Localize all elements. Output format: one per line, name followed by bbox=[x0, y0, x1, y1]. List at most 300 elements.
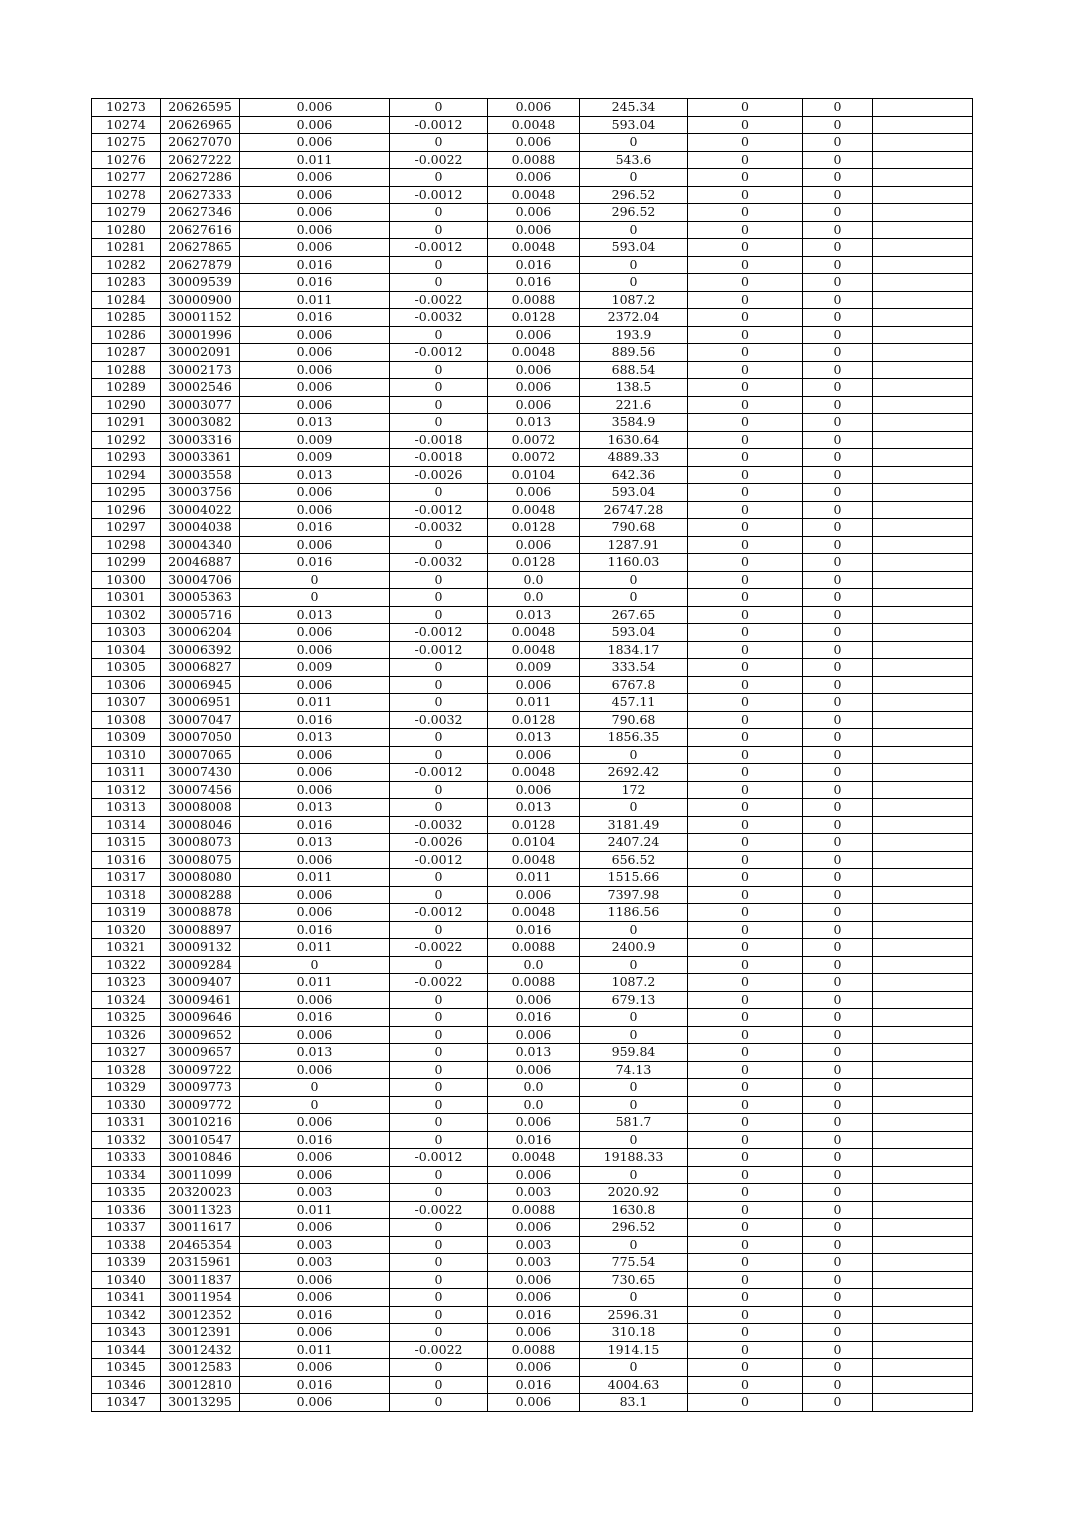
adjustment-cell: -0.0012 bbox=[390, 344, 488, 362]
zero-cell-b: 0 bbox=[803, 519, 873, 537]
adjustment-cell: 0 bbox=[390, 1131, 488, 1149]
zero-cell-b: 0 bbox=[803, 1096, 873, 1114]
row-number-cell: 10325 bbox=[92, 1009, 161, 1027]
table-row bbox=[92, 851, 973, 869]
net-rate-cell: 0.013 bbox=[488, 799, 580, 817]
net-rate-cell: 0.0088 bbox=[488, 151, 580, 169]
code-cell: 30008897 bbox=[161, 921, 240, 939]
code-cell: 30006951 bbox=[161, 694, 240, 712]
empty-cell bbox=[873, 1376, 973, 1394]
adjustment-cell: 0 bbox=[390, 799, 488, 817]
zero-cell-b: 0 bbox=[803, 1149, 873, 1167]
empty-cell bbox=[873, 151, 973, 169]
row-number-cell: 10280 bbox=[92, 221, 161, 239]
code-cell: 30003077 bbox=[161, 396, 240, 414]
empty-cell bbox=[873, 1184, 973, 1202]
net-rate-cell: 0.006 bbox=[488, 396, 580, 414]
empty-cell bbox=[873, 204, 973, 222]
zero-cell-a: 0 bbox=[688, 764, 803, 782]
zero-cell-b: 0 bbox=[803, 1026, 873, 1044]
table-row bbox=[92, 886, 973, 904]
row-number-cell: 10291 bbox=[92, 414, 161, 432]
zero-cell-b: 0 bbox=[803, 99, 873, 117]
zero-cell-a: 0 bbox=[688, 554, 803, 572]
net-rate-cell: 0.006 bbox=[488, 781, 580, 799]
amount-cell: 1856.35 bbox=[580, 729, 688, 747]
adjustment-cell: -0.0018 bbox=[390, 449, 488, 467]
adjustment-cell: 0 bbox=[390, 221, 488, 239]
row-number-cell: 10301 bbox=[92, 589, 161, 607]
table-row bbox=[92, 1394, 973, 1412]
code-cell: 20046887 bbox=[161, 554, 240, 572]
zero-cell-b: 0 bbox=[803, 309, 873, 327]
empty-cell bbox=[873, 816, 973, 834]
empty-cell bbox=[873, 746, 973, 764]
code-cell: 30007430 bbox=[161, 764, 240, 782]
amount-cell: 1287.91 bbox=[580, 536, 688, 554]
zero-cell-a: 0 bbox=[688, 204, 803, 222]
net-rate-cell: 0.016 bbox=[488, 921, 580, 939]
code-cell: 30001996 bbox=[161, 326, 240, 344]
row-number-cell: 10307 bbox=[92, 694, 161, 712]
amount-cell: 1914.15 bbox=[580, 1341, 688, 1359]
rate-cell: 0.006 bbox=[240, 1114, 390, 1132]
table-row bbox=[92, 1009, 973, 1027]
zero-cell-a: 0 bbox=[688, 1044, 803, 1062]
zero-cell-a: 0 bbox=[688, 921, 803, 939]
code-cell: 30007050 bbox=[161, 729, 240, 747]
table-row bbox=[92, 1289, 973, 1307]
amount-cell: 296.52 bbox=[580, 1219, 688, 1237]
amount-cell: 1834.17 bbox=[580, 641, 688, 659]
zero-cell-a: 0 bbox=[688, 659, 803, 677]
empty-cell bbox=[873, 1009, 973, 1027]
empty-cell bbox=[873, 414, 973, 432]
zero-cell-a: 0 bbox=[688, 1184, 803, 1202]
zero-cell-b: 0 bbox=[803, 186, 873, 204]
code-cell: 30010547 bbox=[161, 1131, 240, 1149]
zero-cell-b: 0 bbox=[803, 1376, 873, 1394]
rate-cell: 0.013 bbox=[240, 799, 390, 817]
net-rate-cell: 0.006 bbox=[488, 1026, 580, 1044]
zero-cell-b: 0 bbox=[803, 606, 873, 624]
table-row bbox=[92, 1149, 973, 1167]
table-row bbox=[92, 659, 973, 677]
amount-cell: 656.52 bbox=[580, 851, 688, 869]
empty-cell bbox=[873, 1166, 973, 1184]
zero-cell-a: 0 bbox=[688, 1324, 803, 1342]
code-cell: 30009722 bbox=[161, 1061, 240, 1079]
adjustment-cell: -0.0022 bbox=[390, 939, 488, 957]
row-number-cell: 10341 bbox=[92, 1289, 161, 1307]
amount-cell: 26747.28 bbox=[580, 501, 688, 519]
rate-cell: 0.013 bbox=[240, 466, 390, 484]
row-number-cell: 10324 bbox=[92, 991, 161, 1009]
row-number-cell: 10300 bbox=[92, 571, 161, 589]
zero-cell-a: 0 bbox=[688, 99, 803, 117]
empty-cell bbox=[873, 1219, 973, 1237]
row-number-cell: 10276 bbox=[92, 151, 161, 169]
row-number-cell: 10333 bbox=[92, 1149, 161, 1167]
code-cell: 30008288 bbox=[161, 886, 240, 904]
rate-cell: 0.011 bbox=[240, 939, 390, 957]
adjustment-cell: 0 bbox=[390, 676, 488, 694]
zero-cell-a: 0 bbox=[688, 799, 803, 817]
zero-cell-b: 0 bbox=[803, 869, 873, 887]
adjustment-cell: 0 bbox=[390, 1376, 488, 1394]
rate-cell: 0.006 bbox=[240, 991, 390, 1009]
row-number-cell: 10322 bbox=[92, 956, 161, 974]
row-number-cell: 10334 bbox=[92, 1166, 161, 1184]
zero-cell-a: 0 bbox=[688, 379, 803, 397]
amount-cell: 959.84 bbox=[580, 1044, 688, 1062]
table-row bbox=[92, 239, 973, 257]
table-row bbox=[92, 134, 973, 152]
zero-cell-a: 0 bbox=[688, 1026, 803, 1044]
amount-cell: 267.65 bbox=[580, 606, 688, 624]
amount-cell: 543.6 bbox=[580, 151, 688, 169]
amount-cell: 581.7 bbox=[580, 1114, 688, 1132]
zero-cell-b: 0 bbox=[803, 1341, 873, 1359]
amount-cell: 0 bbox=[580, 1079, 688, 1097]
row-number-cell: 10335 bbox=[92, 1184, 161, 1202]
code-cell: 30008075 bbox=[161, 851, 240, 869]
code-cell: 30010216 bbox=[161, 1114, 240, 1132]
rate-cell: 0.006 bbox=[240, 116, 390, 134]
adjustment-cell: 0 bbox=[390, 921, 488, 939]
rate-cell: 0.006 bbox=[240, 746, 390, 764]
zero-cell-b: 0 bbox=[803, 851, 873, 869]
code-cell: 30008008 bbox=[161, 799, 240, 817]
empty-cell bbox=[873, 99, 973, 117]
zero-cell-b: 0 bbox=[803, 554, 873, 572]
zero-cell-b: 0 bbox=[803, 414, 873, 432]
empty-cell bbox=[873, 571, 973, 589]
empty-cell bbox=[873, 186, 973, 204]
row-number-cell: 10281 bbox=[92, 239, 161, 257]
empty-cell bbox=[873, 1359, 973, 1377]
code-cell: 20465354 bbox=[161, 1236, 240, 1254]
rate-cell: 0.006 bbox=[240, 764, 390, 782]
zero-cell-a: 0 bbox=[688, 344, 803, 362]
empty-cell bbox=[873, 484, 973, 502]
empty-cell bbox=[873, 519, 973, 537]
rate-cell: 0.009 bbox=[240, 449, 390, 467]
rate-cell: 0 bbox=[240, 1096, 390, 1114]
rate-cell: 0.009 bbox=[240, 431, 390, 449]
net-rate-cell: 0.009 bbox=[488, 659, 580, 677]
amount-cell: 0 bbox=[580, 1289, 688, 1307]
code-cell: 30003082 bbox=[161, 414, 240, 432]
zero-cell-b: 0 bbox=[803, 939, 873, 957]
row-number-cell: 10331 bbox=[92, 1114, 161, 1132]
empty-cell bbox=[873, 309, 973, 327]
net-rate-cell: 0.0 bbox=[488, 589, 580, 607]
zero-cell-a: 0 bbox=[688, 904, 803, 922]
net-rate-cell: 0.0 bbox=[488, 1096, 580, 1114]
table-row bbox=[92, 291, 973, 309]
zero-cell-a: 0 bbox=[688, 256, 803, 274]
adjustment-cell: -0.0012 bbox=[390, 851, 488, 869]
adjustment-cell: 0 bbox=[390, 1096, 488, 1114]
table-row bbox=[92, 781, 973, 799]
table-row bbox=[92, 256, 973, 274]
zero-cell-b: 0 bbox=[803, 1114, 873, 1132]
net-rate-cell: 0.011 bbox=[488, 694, 580, 712]
adjustment-cell: 0 bbox=[390, 886, 488, 904]
amount-cell: 2020.92 bbox=[580, 1184, 688, 1202]
table-row bbox=[92, 1131, 973, 1149]
empty-cell bbox=[873, 1341, 973, 1359]
row-number-cell: 10311 bbox=[92, 764, 161, 782]
amount-cell: 593.04 bbox=[580, 624, 688, 642]
zero-cell-a: 0 bbox=[688, 151, 803, 169]
table-row bbox=[92, 99, 973, 117]
row-number-cell: 10294 bbox=[92, 466, 161, 484]
zero-cell-b: 0 bbox=[803, 711, 873, 729]
adjustment-cell: 0 bbox=[390, 869, 488, 887]
rate-cell: 0.006 bbox=[240, 326, 390, 344]
net-rate-cell: 0.006 bbox=[488, 361, 580, 379]
adjustment-cell: 0 bbox=[390, 1026, 488, 1044]
empty-cell bbox=[873, 291, 973, 309]
code-cell: 30009407 bbox=[161, 974, 240, 992]
code-cell: 30011837 bbox=[161, 1271, 240, 1289]
rate-cell: 0.013 bbox=[240, 729, 390, 747]
empty-cell bbox=[873, 974, 973, 992]
code-cell: 30002546 bbox=[161, 379, 240, 397]
empty-cell bbox=[873, 624, 973, 642]
amount-cell: 0 bbox=[580, 1236, 688, 1254]
zero-cell-b: 0 bbox=[803, 256, 873, 274]
empty-cell bbox=[873, 1289, 973, 1307]
code-cell: 30013295 bbox=[161, 1394, 240, 1412]
code-cell: 30001152 bbox=[161, 309, 240, 327]
adjustment-cell: 0 bbox=[390, 1324, 488, 1342]
zero-cell-b: 0 bbox=[803, 274, 873, 292]
amount-cell: 0 bbox=[580, 799, 688, 817]
row-number-cell: 10315 bbox=[92, 834, 161, 852]
code-cell: 30011323 bbox=[161, 1201, 240, 1219]
adjustment-cell: -0.0026 bbox=[390, 834, 488, 852]
rate-cell: 0.016 bbox=[240, 519, 390, 537]
zero-cell-b: 0 bbox=[803, 326, 873, 344]
adjustment-cell: -0.0012 bbox=[390, 1149, 488, 1167]
row-number-cell: 10308 bbox=[92, 711, 161, 729]
amount-cell: 245.34 bbox=[580, 99, 688, 117]
adjustment-cell: 0 bbox=[390, 536, 488, 554]
code-cell: 30008046 bbox=[161, 816, 240, 834]
adjustment-cell: 0 bbox=[390, 414, 488, 432]
net-rate-cell: 0.006 bbox=[488, 1061, 580, 1079]
zero-cell-a: 0 bbox=[688, 641, 803, 659]
amount-cell: 3181.49 bbox=[580, 816, 688, 834]
row-number-cell: 10288 bbox=[92, 361, 161, 379]
rate-cell: 0.011 bbox=[240, 291, 390, 309]
row-number-cell: 10328 bbox=[92, 1061, 161, 1079]
zero-cell-a: 0 bbox=[688, 1359, 803, 1377]
zero-cell-b: 0 bbox=[803, 676, 873, 694]
net-rate-cell: 0.006 bbox=[488, 1114, 580, 1132]
code-cell: 30004022 bbox=[161, 501, 240, 519]
rate-cell: 0.006 bbox=[240, 676, 390, 694]
adjustment-cell: 0 bbox=[390, 1061, 488, 1079]
zero-cell-b: 0 bbox=[803, 1271, 873, 1289]
empty-cell bbox=[873, 869, 973, 887]
zero-cell-b: 0 bbox=[803, 1201, 873, 1219]
rate-cell: 0 bbox=[240, 589, 390, 607]
adjustment-cell: -0.0012 bbox=[390, 641, 488, 659]
zero-cell-a: 0 bbox=[688, 186, 803, 204]
empty-cell bbox=[873, 239, 973, 257]
rate-cell: 0.006 bbox=[240, 134, 390, 152]
table-row bbox=[92, 921, 973, 939]
adjustment-cell: 0 bbox=[390, 134, 488, 152]
empty-cell bbox=[873, 1271, 973, 1289]
amount-cell: 6767.8 bbox=[580, 676, 688, 694]
rate-cell: 0.016 bbox=[240, 309, 390, 327]
zero-cell-b: 0 bbox=[803, 834, 873, 852]
net-rate-cell: 0.016 bbox=[488, 1009, 580, 1027]
code-cell: 30012352 bbox=[161, 1306, 240, 1324]
rate-cell: 0.006 bbox=[240, 1166, 390, 1184]
table-row bbox=[92, 746, 973, 764]
empty-cell bbox=[873, 344, 973, 362]
zero-cell-a: 0 bbox=[688, 746, 803, 764]
table-row bbox=[92, 151, 973, 169]
empty-cell bbox=[873, 729, 973, 747]
table-row bbox=[92, 309, 973, 327]
net-rate-cell: 0.0048 bbox=[488, 904, 580, 922]
row-number-cell: 10296 bbox=[92, 501, 161, 519]
zero-cell-b: 0 bbox=[803, 1131, 873, 1149]
zero-cell-b: 0 bbox=[803, 1184, 873, 1202]
amount-cell: 7397.98 bbox=[580, 886, 688, 904]
row-number-cell: 10284 bbox=[92, 291, 161, 309]
zero-cell-a: 0 bbox=[688, 484, 803, 502]
row-number-cell: 10316 bbox=[92, 851, 161, 869]
adjustment-cell: 0 bbox=[390, 274, 488, 292]
table-row bbox=[92, 1306, 973, 1324]
amount-cell: 333.54 bbox=[580, 659, 688, 677]
rate-cell: 0.016 bbox=[240, 711, 390, 729]
amount-cell: 0 bbox=[580, 1096, 688, 1114]
row-number-cell: 10289 bbox=[92, 379, 161, 397]
row-number-cell: 10282 bbox=[92, 256, 161, 274]
code-cell: 30007065 bbox=[161, 746, 240, 764]
net-rate-cell: 0.0104 bbox=[488, 466, 580, 484]
zero-cell-a: 0 bbox=[688, 1376, 803, 1394]
zero-cell-b: 0 bbox=[803, 1394, 873, 1412]
rate-cell: 0.006 bbox=[240, 1061, 390, 1079]
amount-cell: 457.11 bbox=[580, 694, 688, 712]
rate-cell: 0.016 bbox=[240, 921, 390, 939]
zero-cell-a: 0 bbox=[688, 1114, 803, 1132]
net-rate-cell: 0.006 bbox=[488, 676, 580, 694]
row-number-cell: 10273 bbox=[92, 99, 161, 117]
zero-cell-b: 0 bbox=[803, 729, 873, 747]
amount-cell: 83.1 bbox=[580, 1394, 688, 1412]
code-cell: 30004706 bbox=[161, 571, 240, 589]
rate-cell: 0.006 bbox=[240, 536, 390, 554]
code-cell: 30008080 bbox=[161, 869, 240, 887]
empty-cell bbox=[873, 781, 973, 799]
rate-cell: 0 bbox=[240, 956, 390, 974]
amount-cell: 679.13 bbox=[580, 991, 688, 1009]
code-cell: 30009539 bbox=[161, 274, 240, 292]
net-rate-cell: 0.0072 bbox=[488, 449, 580, 467]
code-cell: 30003361 bbox=[161, 449, 240, 467]
adjustment-cell: 0 bbox=[390, 1236, 488, 1254]
rate-cell: 0.009 bbox=[240, 659, 390, 677]
code-cell: 30003316 bbox=[161, 431, 240, 449]
adjustment-cell: 0 bbox=[390, 1166, 488, 1184]
zero-cell-a: 0 bbox=[688, 781, 803, 799]
empty-cell bbox=[873, 536, 973, 554]
amount-cell: 0 bbox=[580, 274, 688, 292]
rate-cell: 0.006 bbox=[240, 204, 390, 222]
adjustment-cell: 0 bbox=[390, 1306, 488, 1324]
net-rate-cell: 0.0048 bbox=[488, 344, 580, 362]
adjustment-cell: 0 bbox=[390, 956, 488, 974]
adjustment-cell: 0 bbox=[390, 571, 488, 589]
amount-cell: 0 bbox=[580, 956, 688, 974]
code-cell: 30006392 bbox=[161, 641, 240, 659]
amount-cell: 730.65 bbox=[580, 1271, 688, 1289]
table-row bbox=[92, 939, 973, 957]
adjustment-cell: 0 bbox=[390, 1289, 488, 1307]
amount-cell: 1186.56 bbox=[580, 904, 688, 922]
table-row bbox=[92, 729, 973, 747]
adjustment-cell: 0 bbox=[390, 694, 488, 712]
table-row bbox=[92, 799, 973, 817]
table-row bbox=[92, 589, 973, 607]
adjustment-cell: -0.0022 bbox=[390, 291, 488, 309]
table-row bbox=[92, 274, 973, 292]
empty-cell bbox=[873, 1254, 973, 1272]
adjustment-cell: 0 bbox=[390, 1079, 488, 1097]
empty-cell bbox=[873, 1306, 973, 1324]
row-number-cell: 10327 bbox=[92, 1044, 161, 1062]
zero-cell-a: 0 bbox=[688, 956, 803, 974]
code-cell: 30003756 bbox=[161, 484, 240, 502]
rate-cell: 0.006 bbox=[240, 624, 390, 642]
amount-cell: 688.54 bbox=[580, 361, 688, 379]
row-number-cell: 10338 bbox=[92, 1236, 161, 1254]
zero-cell-b: 0 bbox=[803, 1254, 873, 1272]
table-row bbox=[92, 1219, 973, 1237]
zero-cell-b: 0 bbox=[803, 501, 873, 519]
empty-cell bbox=[873, 361, 973, 379]
zero-cell-a: 0 bbox=[688, 449, 803, 467]
net-rate-cell: 0.006 bbox=[488, 1271, 580, 1289]
empty-cell bbox=[873, 396, 973, 414]
net-rate-cell: 0.003 bbox=[488, 1184, 580, 1202]
table-row bbox=[92, 361, 973, 379]
row-number-cell: 10336 bbox=[92, 1201, 161, 1219]
empty-cell bbox=[873, 1149, 973, 1167]
net-rate-cell: 0.016 bbox=[488, 1376, 580, 1394]
zero-cell-b: 0 bbox=[803, 134, 873, 152]
empty-cell bbox=[873, 221, 973, 239]
code-cell: 30009284 bbox=[161, 956, 240, 974]
net-rate-cell: 0.0088 bbox=[488, 1201, 580, 1219]
adjustment-cell: -0.0012 bbox=[390, 501, 488, 519]
zero-cell-b: 0 bbox=[803, 991, 873, 1009]
zero-cell-b: 0 bbox=[803, 449, 873, 467]
empty-cell bbox=[873, 939, 973, 957]
empty-cell bbox=[873, 711, 973, 729]
